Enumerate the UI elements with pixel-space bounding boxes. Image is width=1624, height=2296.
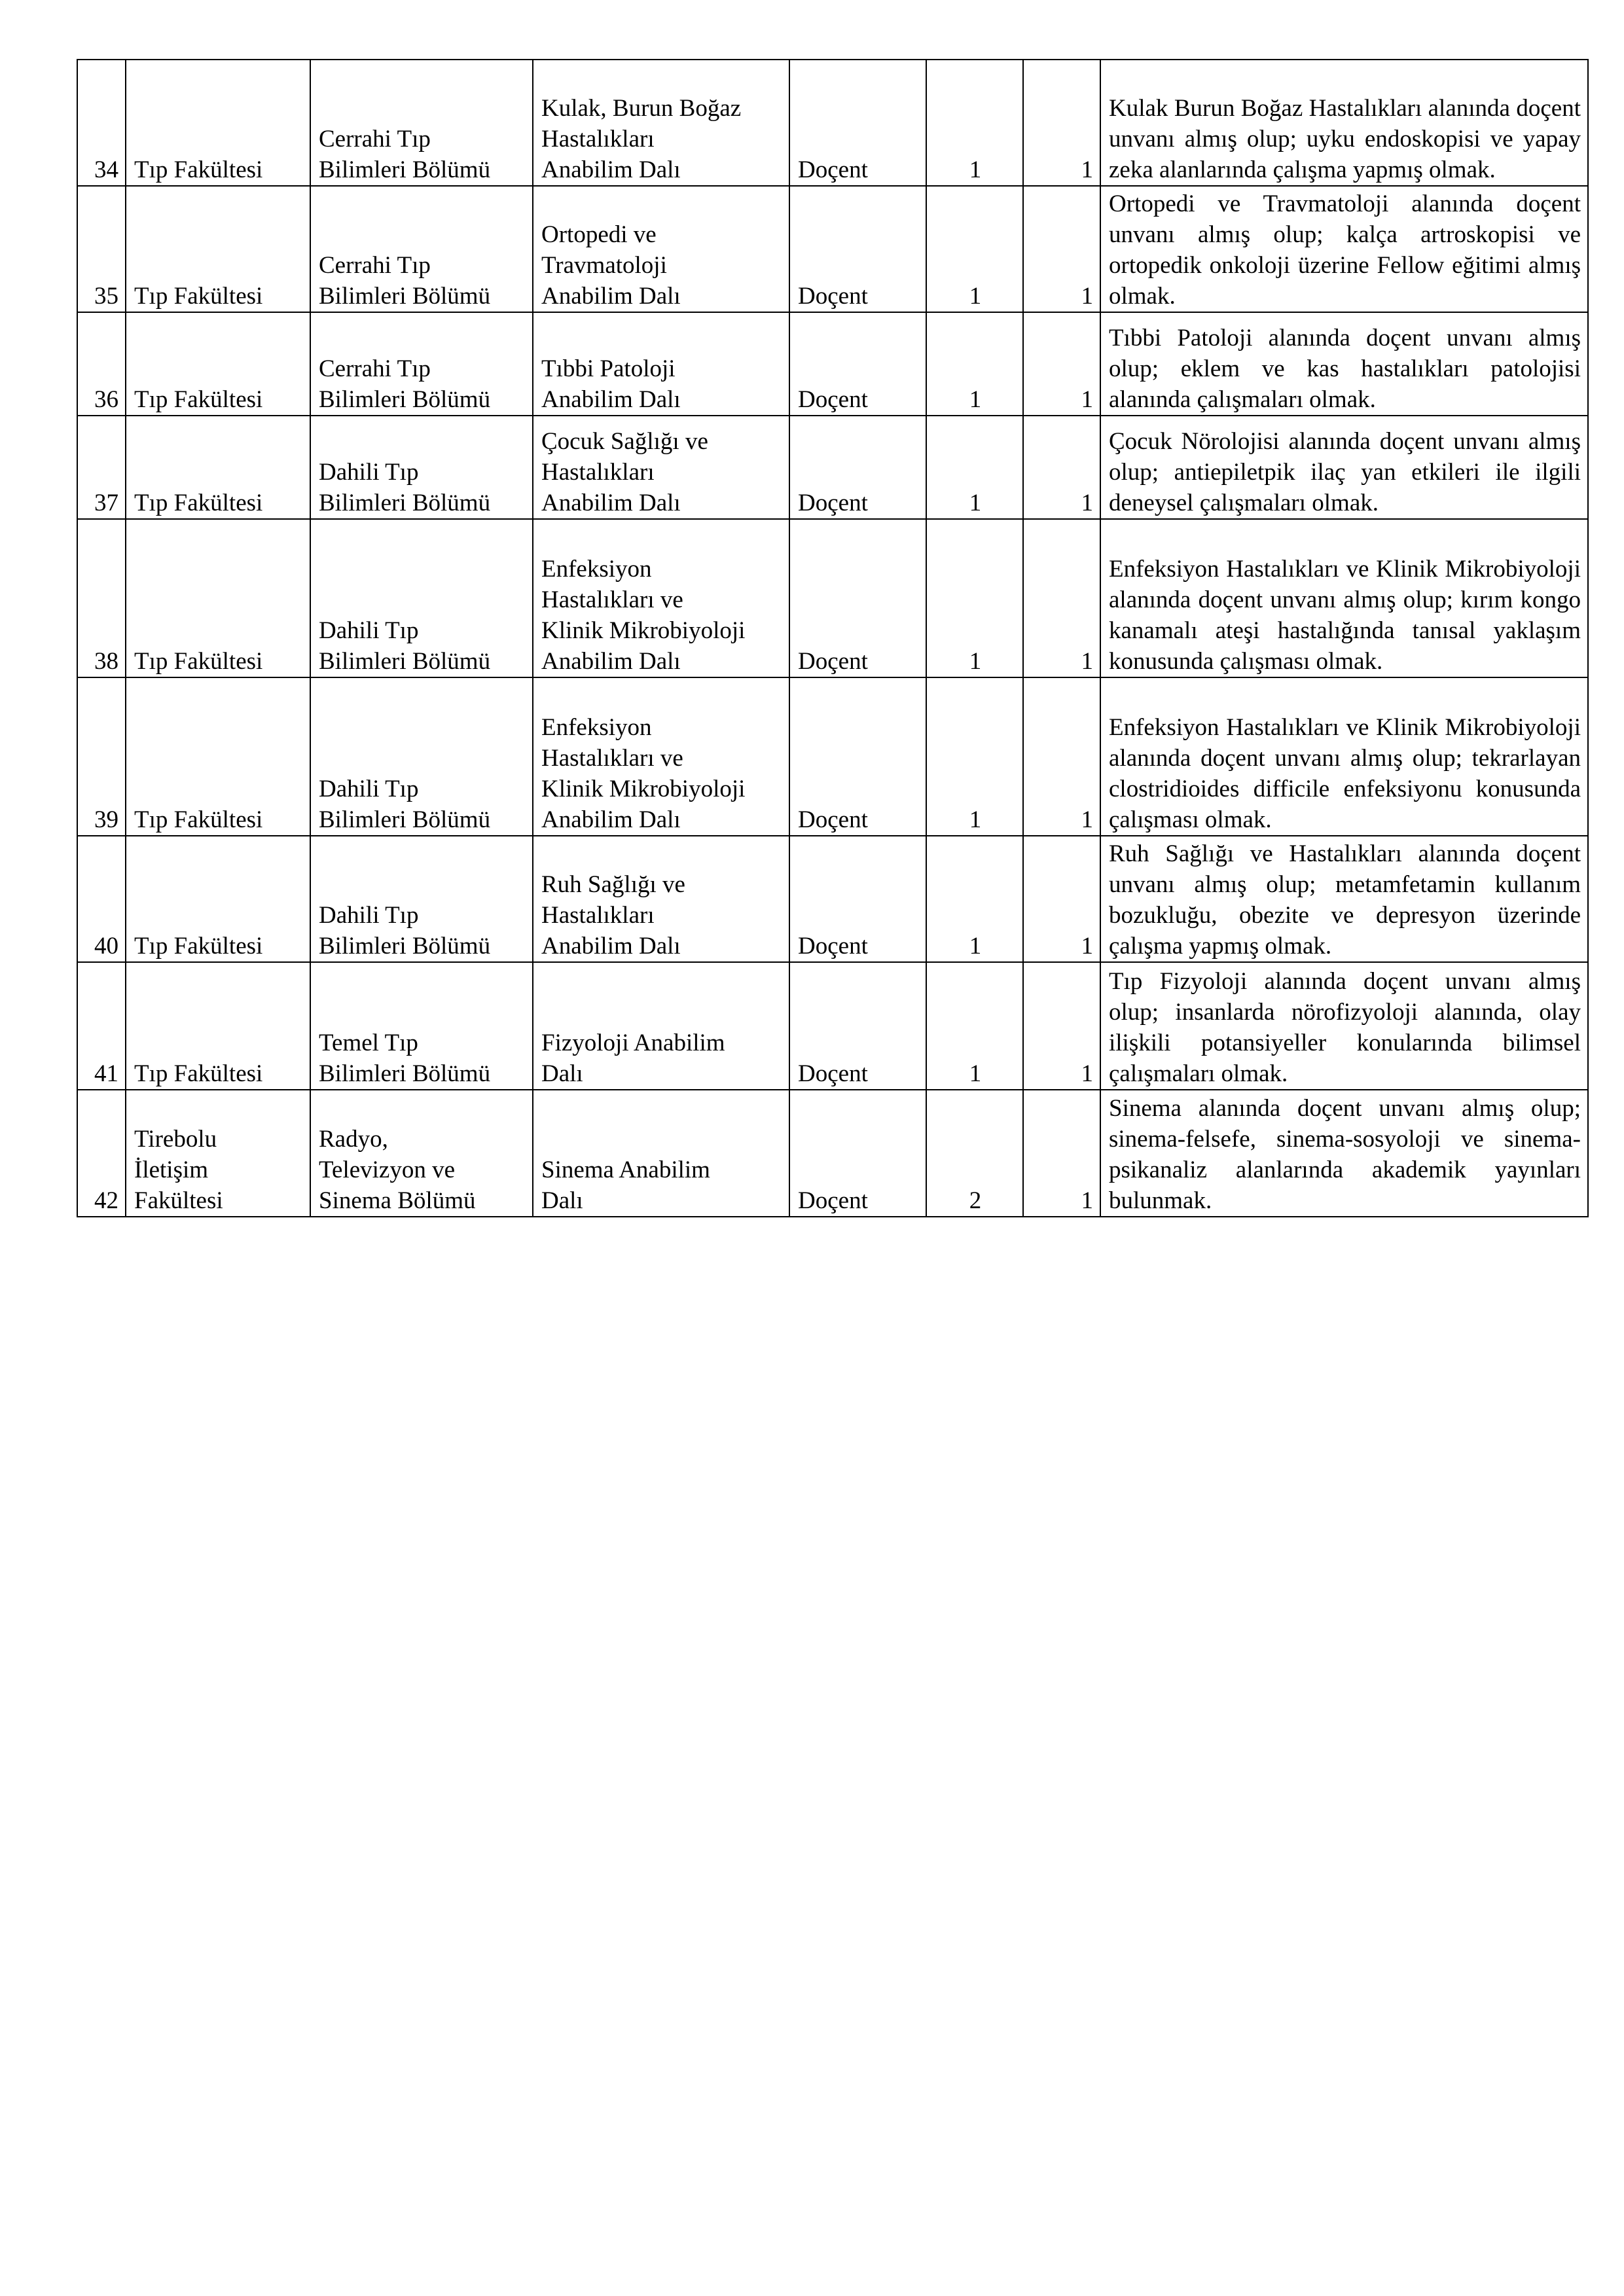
row-number: 41	[77, 962, 126, 1090]
degree-cell: 1	[1023, 60, 1100, 186]
row-number: 38	[77, 519, 126, 677]
title-cell: Doçent	[789, 60, 926, 186]
degree-cell: 1	[1023, 962, 1100, 1090]
requirement-cell: Tıp Fizyoloji alanında doçent unvanı almış olup; insanlarda nörofizyoloji alanında, olay ilişkili potansiyeller konularında bilimsel çalışmaları olmak.	[1100, 962, 1588, 1090]
row-number: 36	[77, 312, 126, 416]
row-number: 39	[77, 677, 126, 836]
table-row	[77, 962, 1588, 1090]
anabilim-cell: Enfeksiyon Hastalıkları ve Klinik Mikrobiyoloji Anabilim Dalı	[533, 677, 789, 836]
anabilim-cell: Sinema Anabilim Dalı	[533, 1090, 789, 1217]
row-number: 42	[77, 1090, 126, 1217]
table-row	[77, 416, 1588, 519]
anabilim-cell: Çocuk Sağlığı ve Hastalıkları Anabilim Dalı	[533, 416, 789, 519]
faculty-cell: Tıp Fakültesi	[126, 186, 310, 312]
degree-cell: 1	[1023, 312, 1100, 416]
row-number: 34	[77, 60, 126, 186]
table-row	[77, 677, 1588, 836]
faculty-cell: Tıp Fakültesi	[126, 416, 310, 519]
title-cell: Doçent	[789, 962, 926, 1090]
table-row	[77, 836, 1588, 962]
degree-cell: 1	[1023, 836, 1100, 962]
table-row	[77, 519, 1588, 677]
faculty-cell: Tıp Fakültesi	[126, 312, 310, 416]
department-cell: Dahili Tıp Bilimleri Bölümü	[310, 519, 533, 677]
department-cell: Cerrahi Tıp Bilimleri Bölümü	[310, 312, 533, 416]
requirement-cell: Çocuk Nörolojisi alanında doçent unvanı almış olup; antiepiletpik ilaç yan etkileri ile ilgili deneysel çalışmaları olmak.	[1100, 416, 1588, 519]
count-cell: 1	[926, 312, 1023, 416]
faculty-cell: Tıp Fakültesi	[126, 60, 310, 186]
degree-cell: 1	[1023, 416, 1100, 519]
requirement-cell: Enfeksiyon Hastalıkları ve Klinik Mikrobiyoloji alanında doçent unvanı almış olup; tekrarlayan clostridioides difficile enfeksiyonu konusunda çalışması olmak.	[1100, 677, 1588, 836]
faculty-cell: Tıp Fakültesi	[126, 962, 310, 1090]
degree-cell: 1	[1023, 519, 1100, 677]
anabilim-cell: Ruh Sağlığı ve Hastalıkları Anabilim Dalı	[533, 836, 789, 962]
degree-cell: 1	[1023, 186, 1100, 312]
title-cell: Doçent	[789, 836, 926, 962]
title-cell: Doçent	[789, 312, 926, 416]
degree-cell: 1	[1023, 677, 1100, 836]
department-cell: Temel Tıp Bilimleri Bölümü	[310, 962, 533, 1090]
anabilim-cell: Fizyoloji Anabilim Dalı	[533, 962, 789, 1090]
staff-position-table	[77, 59, 1589, 1217]
row-number: 37	[77, 416, 126, 519]
title-cell: Doçent	[789, 186, 926, 312]
anabilim-cell: Ortopedi ve Travmatoloji Anabilim Dalı	[533, 186, 789, 312]
table-row	[77, 186, 1588, 312]
title-cell: Doçent	[789, 416, 926, 519]
department-cell: Dahili Tıp Bilimleri Bölümü	[310, 416, 533, 519]
department-cell: Cerrahi Tıp Bilimleri Bölümü	[310, 186, 533, 312]
requirement-cell: Kulak Burun Boğaz Hastalıkları alanında doçent unvanı almış olup; uyku endoskopisi ve yapay zeka alanlarında çalışma yapmış olmak.	[1100, 60, 1588, 186]
title-cell: Doçent	[789, 519, 926, 677]
title-cell: Doçent	[789, 677, 926, 836]
requirement-cell: Ruh Sağlığı ve Hastalıkları alanında doçent unvanı almış olup; metamfetamin kullanım bozukluğu, obezite ve depresyon üzerinde çalışma yapmış olmak.	[1100, 836, 1588, 962]
requirement-cell: Enfeksiyon Hastalıkları ve Klinik Mikrobiyoloji alanında doçent unvanı almış olup; kırım kongo kanamalı ateşi hastalığında tanısal yaklaşım konusunda çalışması olmak.	[1100, 519, 1588, 677]
table-row	[77, 60, 1588, 186]
requirement-cell: Tıbbi Patoloji alanında doçent unvanı almış olup; eklem ve kas hastalıkları patolojisi alanında çalışmaları olmak.	[1100, 312, 1588, 416]
table-row	[77, 312, 1588, 416]
anabilim-cell: Kulak, Burun Boğaz Hastalıkları Anabilim Dalı	[533, 60, 789, 186]
degree-cell: 1	[1023, 1090, 1100, 1217]
faculty-cell: Tıp Fakültesi	[126, 836, 310, 962]
table-row	[77, 1090, 1588, 1217]
department-cell: Cerrahi Tıp Bilimleri Bölümü	[310, 60, 533, 186]
count-cell: 1	[926, 416, 1023, 519]
count-cell: 1	[926, 60, 1023, 186]
count-cell: 1	[926, 186, 1023, 312]
count-cell: 2	[926, 1090, 1023, 1217]
faculty-cell: Tıp Fakültesi	[126, 519, 310, 677]
anabilim-cell: Enfeksiyon Hastalıkları ve Klinik Mikrobiyoloji Anabilim Dalı	[533, 519, 789, 677]
row-number: 40	[77, 836, 126, 962]
department-cell: Dahili Tıp Bilimleri Bölümü	[310, 677, 533, 836]
department-cell: Dahili Tıp Bilimleri Bölümü	[310, 836, 533, 962]
title-cell: Doçent	[789, 1090, 926, 1217]
requirement-cell: Sinema alanında doçent unvanı almış olup; sinema-felsefe, sinema-sosyoloji ve sinema-psikanaliz alanlarında akademik yayınları bulunmak.	[1100, 1090, 1588, 1217]
requirement-cell: Ortopedi ve Travmatoloji alanında doçent unvanı almış olup; kalça artroskopisi ve ortopedik onkoloji üzerine Fellow eğitimi almış olmak.	[1100, 186, 1588, 312]
count-cell: 1	[926, 836, 1023, 962]
faculty-cell: Tıp Fakültesi	[126, 677, 310, 836]
faculty-cell: Tirebolu İletişim Fakültesi	[126, 1090, 310, 1217]
anabilim-cell: Tıbbi Patoloji Anabilim Dalı	[533, 312, 789, 416]
count-cell: 1	[926, 519, 1023, 677]
count-cell: 1	[926, 962, 1023, 1090]
count-cell: 1	[926, 677, 1023, 836]
department-cell: Radyo, Televizyon ve Sinema Bölümü	[310, 1090, 533, 1217]
row-number: 35	[77, 186, 126, 312]
